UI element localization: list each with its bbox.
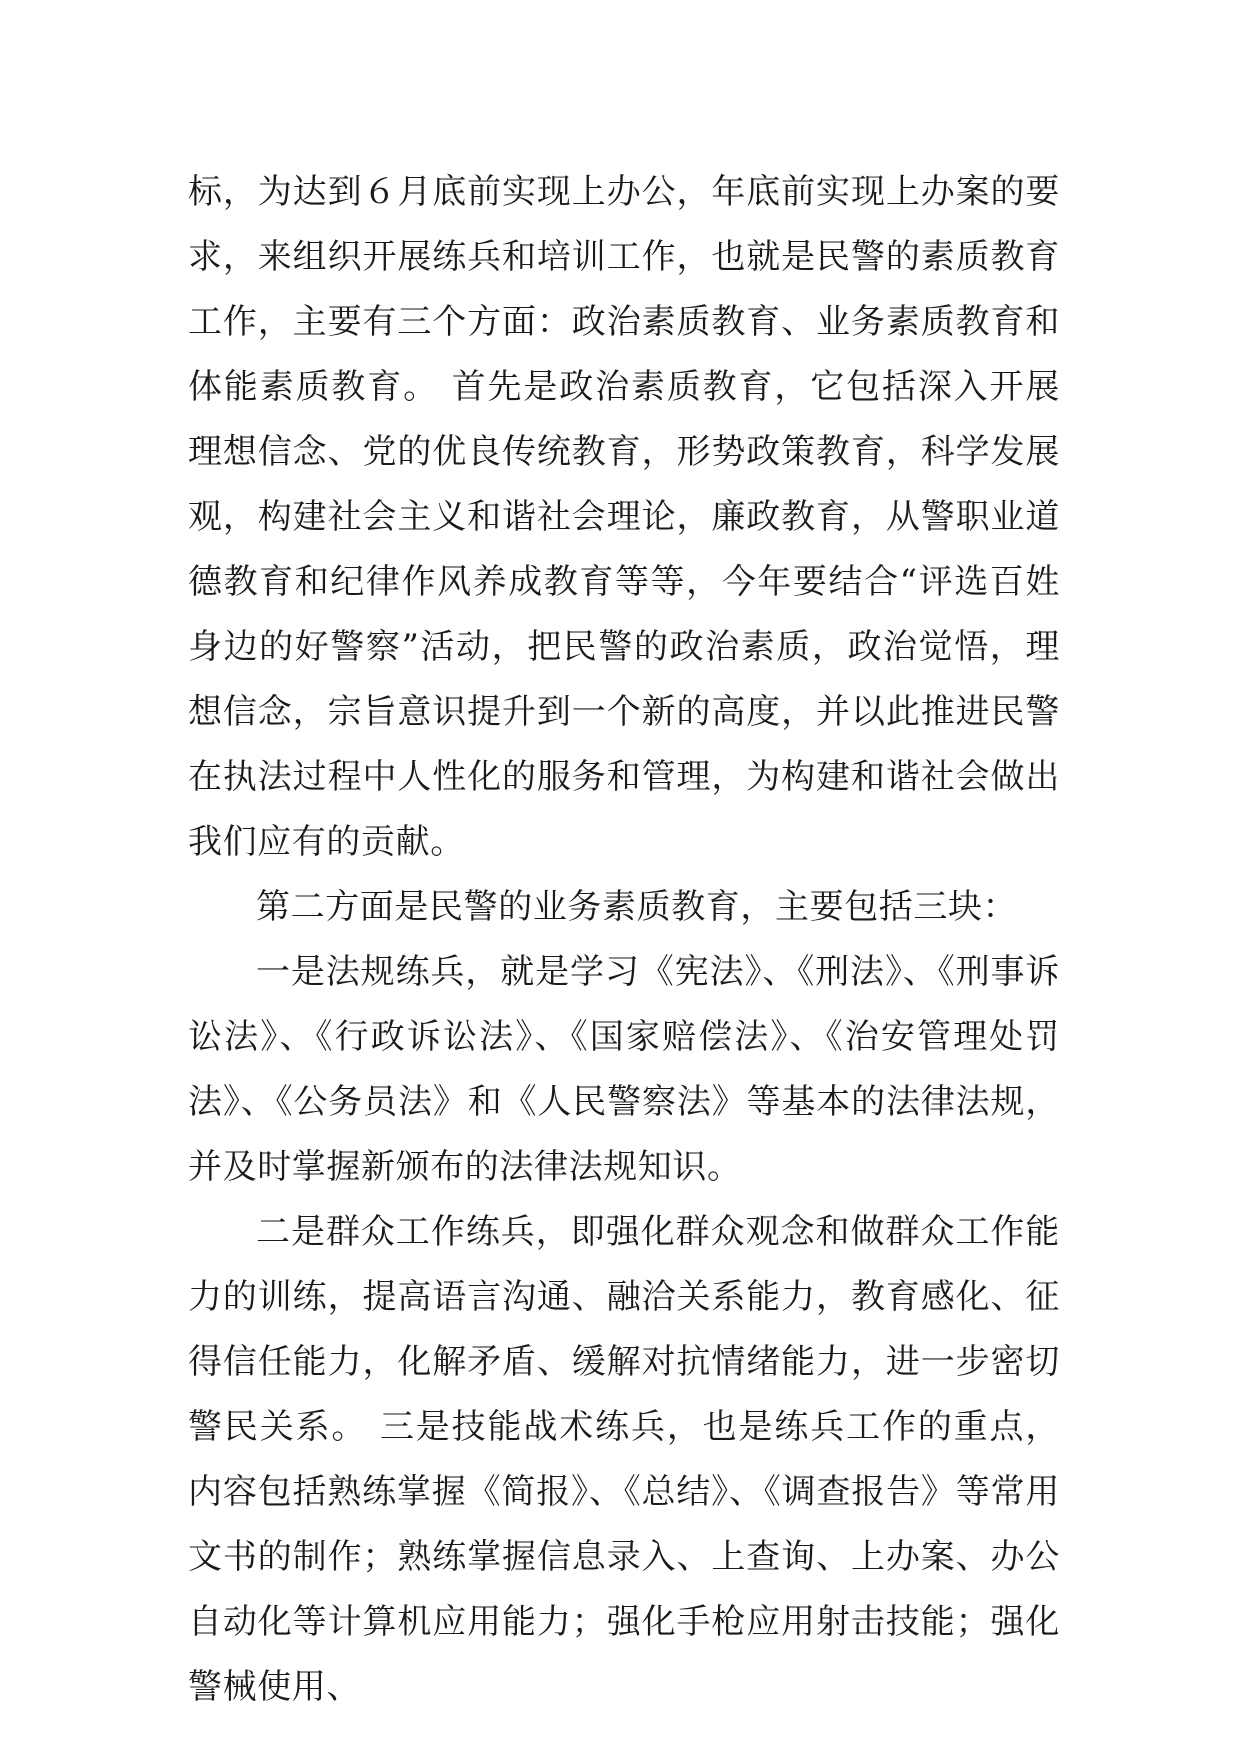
paragraph-political-education: 标，为达到６月底前实现上办公，年底前实现上办案的要求，来组织开展练兵和培训工作，也就是民警的素质教育工作，主要有三个方面：政治素质教育、业务素质教育和体能素质教育。 首先是政治素质教育，它包括深入开展理想信念、党的优良传统教育，形势政策教育，科学发展观，构建社会主义和谐社会理论，廉政教育，从警职业道德教育和纪律作风养成教育等等，今年要结合“评选百姓身边的好警察”活动，把民警的政治素质，政治觉悟，理想信念，宗旨意识提升到一个新的高度，并以此推进民警在执法过程中人性化的服务和管理，为构建和谐社会做出我们应有的贡献。 bbox=[188, 172, 1060, 862]
document-body bbox=[188, 160, 1060, 1720]
paragraph-mass-work-and-skills-training: 二是群众工作练兵，即强化群众观念和做群众工作能力的训练，提高语言沟通、融洽关系能力，教育感化、征得信任能力，化解矛盾、缓解对抗情绪能力，进一步密切警民关系。 三是技能战术练兵，也是练兵工作的重点，内容包括熟练掌握《简报》、《总结》、《调查报告》等常用文书的制作；熟练掌握信息录入、上查询、上办案、办公自动化等计算机应用能力；强化手枪应用射击技能；强化警械使用、 bbox=[188, 1212, 1060, 1707]
paragraph-business-education-intro: 第二方面是民警的业务素质教育，主要包括三块： bbox=[256, 887, 1018, 927]
paragraph-law-training: 一是法规练兵，就是学习《宪法》、《刑法》、《刑事诉讼法》、《行政诉讼法》、《国家赔偿法》、《治安管理处罚法》、《公务员法》和《人民警察法》等基本的法律法规，并及时掌握新颁布的法律法规知识。 bbox=[188, 952, 1060, 1187]
